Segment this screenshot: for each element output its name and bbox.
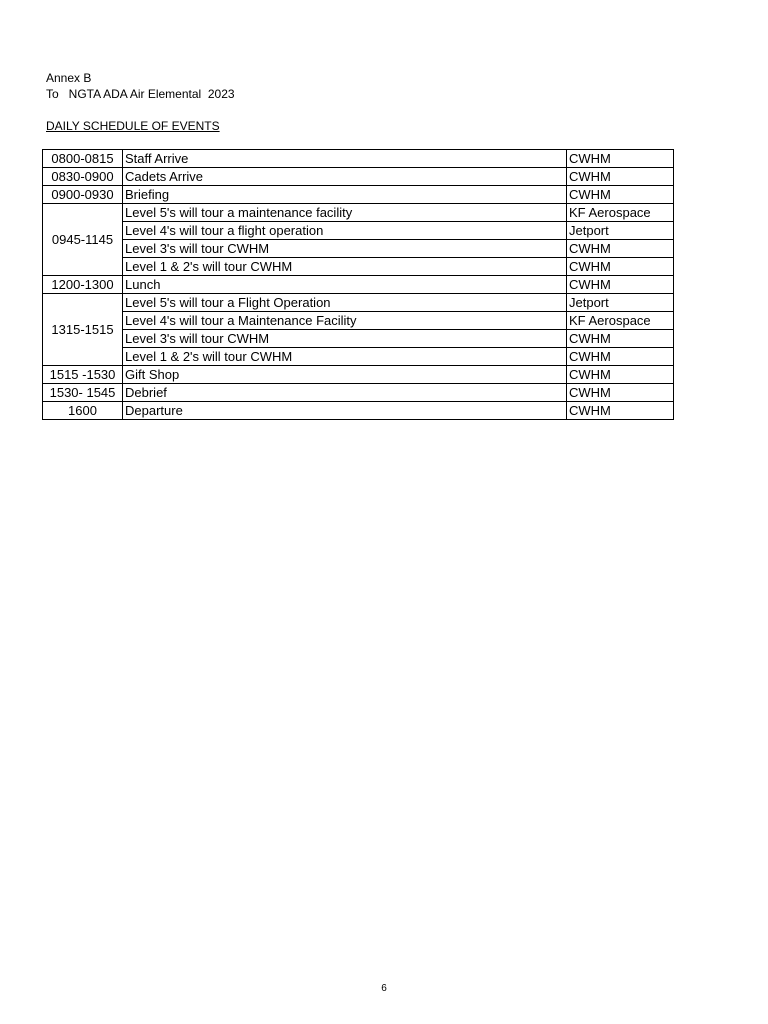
time-cell: 1315-1515	[43, 294, 123, 366]
event-cell: Level 1 & 2's will tour CWHM	[123, 258, 567, 276]
time-cell: 1515 -1530	[43, 366, 123, 384]
time-cell: 1200-1300	[43, 276, 123, 294]
time-cell: 0800-0815	[43, 150, 123, 168]
schedule-table-body	[43, 150, 674, 420]
event-cell: Briefing	[123, 186, 567, 204]
page-number: 6	[381, 983, 387, 994]
location-cell: CWHM	[567, 258, 674, 276]
event-cell: Level 5's will tour a Flight Operation	[123, 294, 567, 312]
annex-label: Annex B	[46, 71, 92, 85]
table-row	[43, 222, 674, 240]
table-row	[43, 258, 674, 276]
event-cell: Lunch	[123, 276, 567, 294]
table-row	[43, 150, 674, 168]
time-cell: 1530- 1545	[43, 384, 123, 402]
event-cell: Level 5's will tour a maintenance facility	[123, 204, 567, 222]
time-cell: 0900-0930	[43, 186, 123, 204]
location-cell: KF Aerospace	[567, 204, 674, 222]
time-cell: 0945-1145	[43, 204, 123, 276]
location-cell: CWHM	[567, 240, 674, 258]
table-row	[43, 330, 674, 348]
event-cell: Cadets Arrive	[123, 168, 567, 186]
time-cell: 0830-0900	[43, 168, 123, 186]
location-cell: Jetport	[567, 222, 674, 240]
document-header	[46, 70, 235, 102]
schedule-table	[42, 149, 674, 420]
location-cell: CWHM	[567, 330, 674, 348]
location-cell: CWHM	[567, 384, 674, 402]
time-cell: 1600	[43, 402, 123, 420]
event-cell: Staff Arrive	[123, 150, 567, 168]
table-row	[43, 348, 674, 366]
location-cell: CWHM	[567, 168, 674, 186]
table-row	[43, 276, 674, 294]
event-cell: Level 4's will tour a flight operation	[123, 222, 567, 240]
event-cell: Level 3's will tour CWHM	[123, 240, 567, 258]
schedule-title: DAILY SCHEDULE OF EVENTS	[46, 119, 220, 133]
event-cell: Level 1 & 2's will tour CWHM	[123, 348, 567, 366]
location-cell: CWHM	[567, 348, 674, 366]
to-line: To NGTA ADA Air Elemental 2023	[46, 87, 235, 101]
table-row	[43, 312, 674, 330]
event-cell: Level 3's will tour CWHM	[123, 330, 567, 348]
table-row	[43, 204, 674, 222]
event-cell: Departure	[123, 402, 567, 420]
table-row	[43, 240, 674, 258]
location-cell: CWHM	[567, 186, 674, 204]
table-row	[43, 186, 674, 204]
location-cell: CWHM	[567, 150, 674, 168]
event-cell: Debrief	[123, 384, 567, 402]
table-row	[43, 366, 674, 384]
location-cell: CWHM	[567, 366, 674, 384]
location-cell: CWHM	[567, 402, 674, 420]
table-row	[43, 384, 674, 402]
location-cell: CWHM	[567, 276, 674, 294]
location-cell: KF Aerospace	[567, 312, 674, 330]
event-cell: Gift Shop	[123, 366, 567, 384]
table-row	[43, 402, 674, 420]
event-cell: Level 4's will tour a Maintenance Facility	[123, 312, 567, 330]
location-cell: Jetport	[567, 294, 674, 312]
table-row	[43, 168, 674, 186]
table-row	[43, 294, 674, 312]
